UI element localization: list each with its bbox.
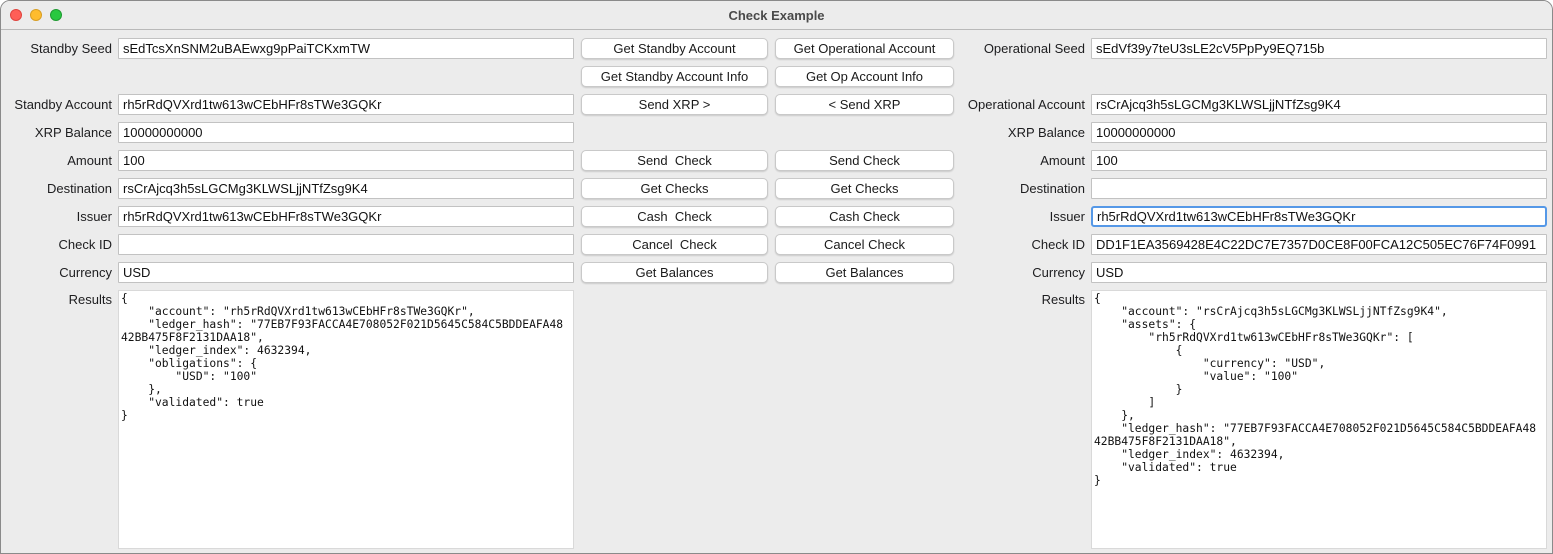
operational-amount-label: Amount: [1040, 153, 1085, 168]
window-controls: [1, 9, 62, 21]
operational-currency-label: Currency: [1032, 265, 1085, 280]
standby-seed-label: Standby Seed: [30, 41, 112, 56]
send-xrp-to-operational-button[interactable]: Send XRP >: [581, 94, 768, 115]
standby-get-checks-button[interactable]: Get Checks: [581, 178, 768, 199]
row-seed: [1, 38, 1552, 59]
operational-issuer-input[interactable]: [1091, 206, 1547, 227]
operational-seed-input[interactable]: [1091, 38, 1547, 59]
title-bar: [1, 1, 1552, 30]
operational-get-checks-button[interactable]: Get Checks: [775, 178, 954, 199]
get-standby-account-button[interactable]: Get Standby Account: [581, 38, 768, 59]
operational-results-textarea[interactable]: [1091, 290, 1547, 549]
standby-get-balances-button[interactable]: Get Balances: [581, 262, 768, 283]
standby-xrp-balance-label: XRP Balance: [34, 125, 112, 140]
get-standby-account-info-button[interactable]: Get Standby Account Info: [581, 66, 768, 87]
row-amount: [1, 150, 1552, 171]
operational-issuer-label: Issuer: [1049, 209, 1085, 224]
send-xrp-to-standby-button[interactable]: < Send XRP: [775, 94, 954, 115]
standby-send-check-button[interactable]: Send Check: [581, 150, 768, 171]
operational-destination-label: Destination: [1019, 181, 1085, 196]
operational-check-id-input[interactable]: [1091, 234, 1547, 255]
form-content: [1, 30, 1552, 549]
standby-cancel-check-button[interactable]: Cancel Check: [581, 234, 768, 255]
operational-cancel-check-button[interactable]: Cancel Check: [775, 234, 954, 255]
row-check-id: [1, 234, 1552, 255]
zoom-window-icon[interactable]: [50, 9, 62, 21]
standby-issuer-input[interactable]: [118, 206, 574, 227]
standby-check-id-input[interactable]: [118, 234, 574, 255]
window-title: Check Example: [728, 7, 825, 23]
standby-check-id-label: Check ID: [58, 237, 112, 252]
operational-account-label: Operational Account: [967, 97, 1085, 112]
operational-amount-input[interactable]: [1091, 150, 1547, 171]
get-op-account-info-button[interactable]: Get Op Account Info: [775, 66, 954, 87]
standby-destination-label: Destination: [46, 181, 112, 196]
standby-xrp-balance-input[interactable]: [118, 122, 574, 143]
row-results: [1, 290, 1552, 549]
row-account: [1, 94, 1552, 115]
standby-destination-input[interactable]: [118, 178, 574, 199]
operational-xrp-balance-label: XRP Balance: [1007, 125, 1085, 140]
standby-currency-label: Currency: [59, 265, 112, 280]
operational-get-balances-button[interactable]: Get Balances: [775, 262, 954, 283]
close-window-icon[interactable]: [10, 9, 22, 21]
standby-results-textarea[interactable]: [118, 290, 574, 549]
row-xrp-balance: [1, 122, 1552, 143]
row-destination: [1, 178, 1552, 199]
operational-cash-check-button[interactable]: Cash Check: [775, 206, 954, 227]
standby-account-input[interactable]: [118, 94, 574, 115]
operational-send-check-button[interactable]: Send Check: [775, 150, 954, 171]
minimize-window-icon[interactable]: [30, 9, 42, 21]
operational-currency-input[interactable]: [1091, 262, 1547, 283]
operational-xrp-balance-input[interactable]: [1091, 122, 1547, 143]
operational-results-label: Results: [1041, 292, 1085, 307]
standby-cash-check-button[interactable]: Cash Check: [581, 206, 768, 227]
operational-account-input[interactable]: [1091, 94, 1547, 115]
standby-amount-input[interactable]: [118, 150, 574, 171]
standby-results-label: Results: [68, 292, 112, 307]
get-operational-account-button[interactable]: Get Operational Account: [775, 38, 954, 59]
standby-issuer-label: Issuer: [76, 209, 112, 224]
standby-account-label: Standby Account: [14, 97, 112, 112]
standby-currency-input[interactable]: [118, 262, 574, 283]
row-currency: [1, 262, 1552, 283]
operational-seed-label: Operational Seed: [983, 41, 1085, 56]
standby-amount-label: Amount: [67, 153, 112, 168]
operational-destination-input[interactable]: [1091, 178, 1547, 199]
operational-check-id-label: Check ID: [1031, 237, 1085, 252]
standby-seed-input[interactable]: [118, 38, 574, 59]
row-account-info: [1, 66, 1552, 87]
row-issuer: [1, 206, 1552, 227]
